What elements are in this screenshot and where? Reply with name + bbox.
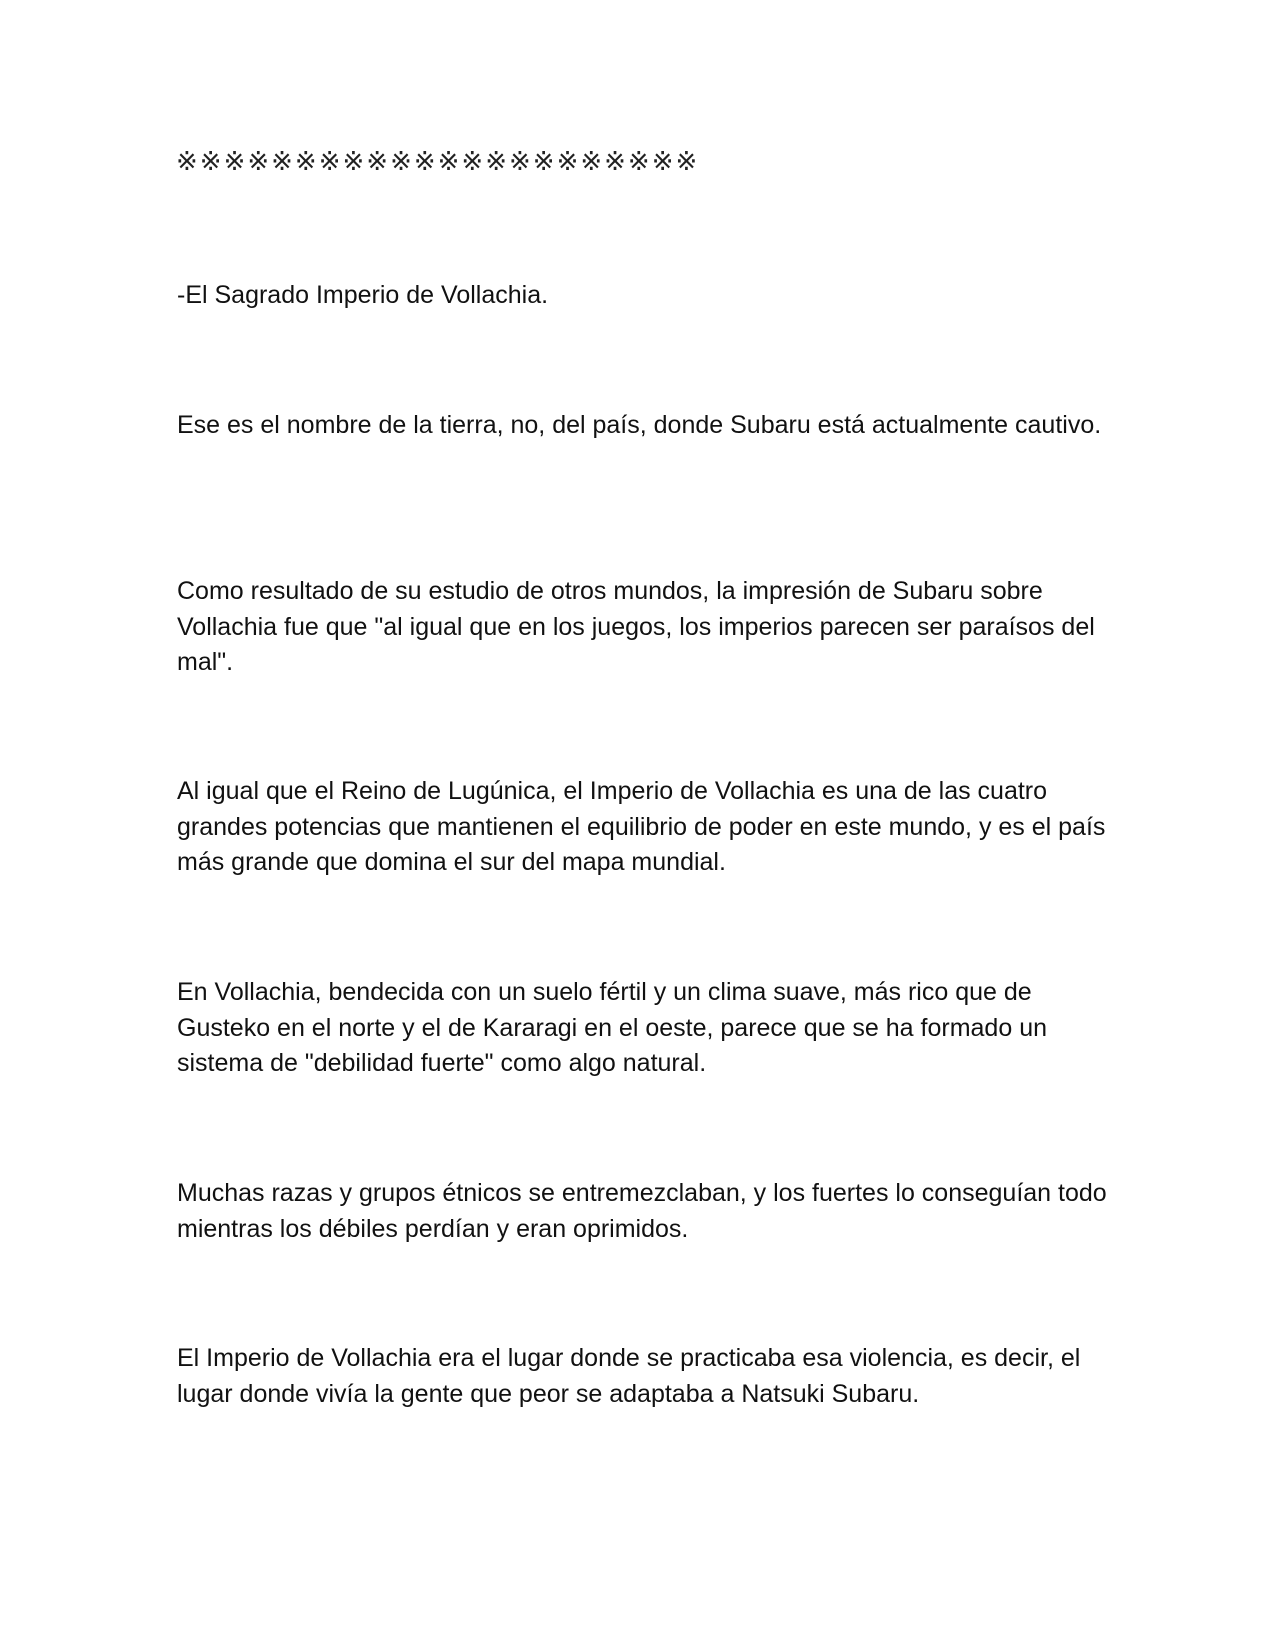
paragraph-2: Ese es el nombre de la tierra, no, del país, donde Subaru está actualmente cautivo.: [177, 411, 1102, 439]
paragraph-3: Como resultado de su estudio de otros mundos, la impresión de Subaru sobre Vollachia fue que "al igual que en los juegos, los imperios parecen ser paraísos del mal".: [177, 577, 1095, 676]
paragraph-6: Muchas razas y grupos étnicos se entremezclaban, y los fuertes lo conseguían todo mientras los débiles perdían y eran oprimidos.: [177, 1179, 1107, 1243]
paragraph-5: En Vollachia, bendecida con un suelo fértil y un clima suave, más rico que de Gusteko en el norte y el de Kararagi en el oeste, parece que se ha formado un sistema de "debilidad fuerte" como algo natural.: [177, 978, 1047, 1077]
paragraph-7: El Imperio de Vollachia era el lugar donde se practicaba esa violencia, es decir, el lugar donde vivía la gente que peor se adaptaba a Natsuki Subaru.: [177, 1344, 1081, 1408]
paragraph-4: Al igual que el Reino de Lugúnica, el Imperio de Vollachia es una de las cuatro grandes potencias que mantienen el equilibrio de poder en este mundo, y es el país más grande que domina el sur del mapa mundial.: [177, 777, 1106, 876]
paragraph-1: -El Sagrado Imperio de Vollachia.: [177, 281, 549, 309]
section-separator: ※※※※※※※※※※※※※※※※※※※※※※: [176, 147, 700, 177]
